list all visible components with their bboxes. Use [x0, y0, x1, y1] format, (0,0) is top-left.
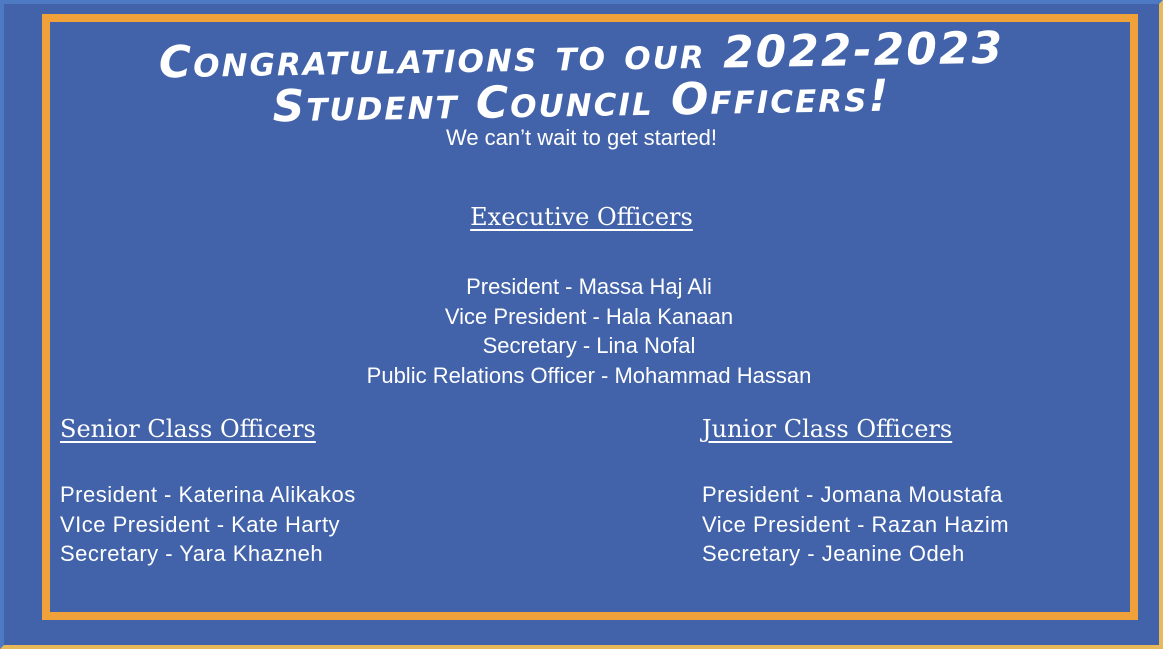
junior-officer-secretary: Secretary - Jeanine Odeh: [702, 541, 965, 566]
senior-class-officers-heading: Senior Class Officers: [60, 415, 316, 443]
title-line-2: Student Council Officers!: [272, 70, 891, 133]
junior-officer-vice-president: Vice President - Razan Hazim: [702, 511, 1010, 537]
junior-officer-president: President - Jomana Moustafa: [702, 482, 1003, 507]
senior-class-officers-list: [60, 480, 356, 569]
executive-officer-public-relations: Public Relations Officer - Mohammad Hassan: [366, 362, 812, 388]
title-line-1: Congratulations to our 2022-2023: [158, 22, 1005, 89]
executive-officer-secretary: Secretary - Lina Nofal: [482, 333, 696, 358]
senior-officer-vice-president: VIce President - Kate Harty: [60, 511, 341, 537]
executive-officers-heading: Executive Officers: [470, 203, 693, 231]
executive-officer-president: President - Massa Haj Ali: [466, 274, 712, 299]
junior-class-officers-list: [702, 480, 1009, 569]
executive-officer-vice-president: Vice President - Hala Kanaan: [444, 303, 734, 329]
senior-officer-president: President - Katerina Alikakos: [60, 482, 356, 507]
senior-officer-secretary: Secretary - Yara Khazneh: [60, 541, 324, 566]
junior-class-officers-heading: Junior Class Officers: [702, 415, 953, 443]
subtitle: We can’t wait to get started!: [445, 125, 718, 150]
executive-officers-list: [0, 272, 1163, 390]
